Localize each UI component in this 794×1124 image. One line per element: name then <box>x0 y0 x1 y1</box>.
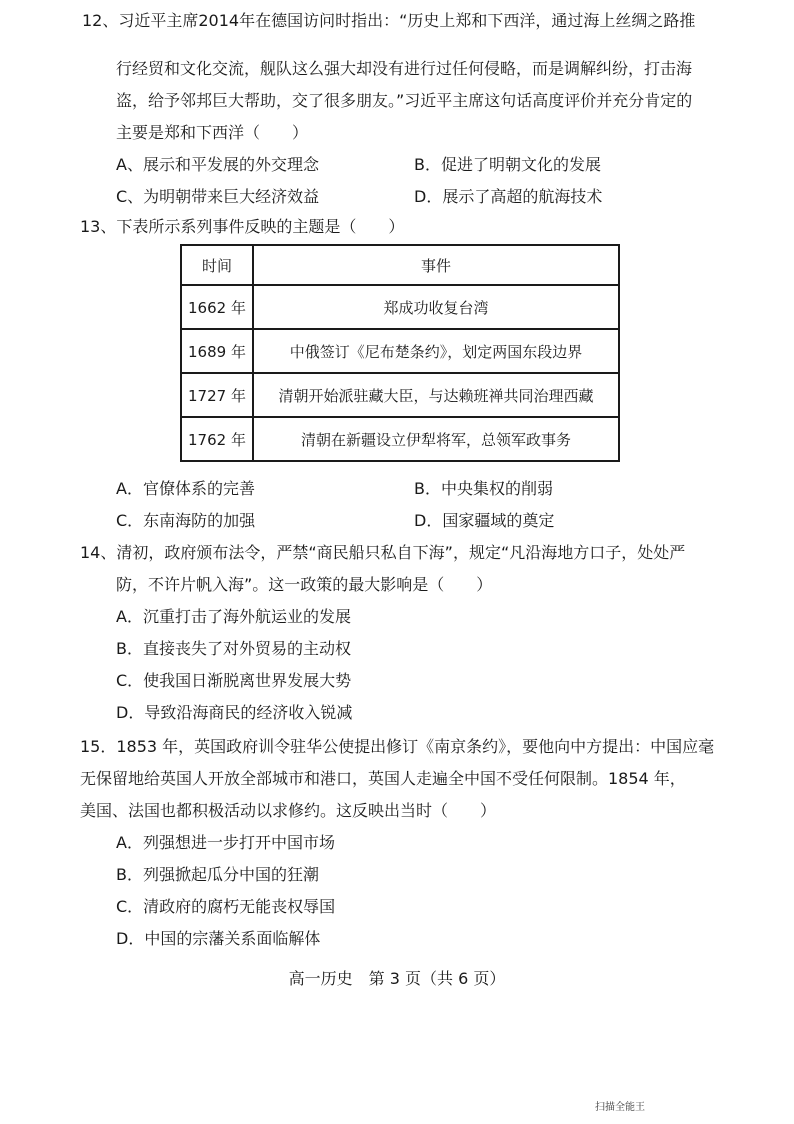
q12-line-2: 盗，给予邻邦巨大帮助，交了很多朋友。”习近平主席这句话高度评价并充分肯定的 <box>116 91 693 110</box>
q14-option-b: B．直接丧失了对外贸易的主动权 <box>116 639 351 658</box>
row-time: 1762 年 <box>181 417 253 461</box>
q12-option-c: C、为明朝带来巨大经济效益 <box>116 187 320 206</box>
events-table <box>180 244 620 462</box>
q13-option-b: B．中央集权的削弱 <box>414 479 553 498</box>
row-event: 清朝开始派驻藏大臣，与达赖班禅共同治理西藏 <box>253 373 619 417</box>
table-row <box>181 373 619 417</box>
q13-stem: 13、下表所示系列事件反映的主题是（ ） <box>80 217 405 236</box>
scanner-watermark: 扫描全能王 <box>595 1102 645 1113</box>
q12-cutoff-line <box>82 11 722 50</box>
header-time: 时间 <box>181 245 253 285</box>
row-time: 1727 年 <box>181 373 253 417</box>
row-time: 1689 年 <box>181 329 253 373</box>
q15-line-1: 15．1853 年，英国政府训令驻华公使提出修订《南京条约》，要他向中方提出：中国应毫 <box>80 737 715 756</box>
q14-option-a: A．沉重打击了海外航运业的发展 <box>116 607 351 626</box>
q12-option-b: B．促进了明朝文化的发展 <box>414 155 601 174</box>
q12-line-1: 行经贸和文化交流，舰队这么强大却没有进行过任何侵略，而是调解纠纷，打击海 <box>116 59 693 78</box>
q15-option-d: D．中国的宗藩关系面临解体 <box>116 929 321 948</box>
header-event: 事件 <box>253 245 619 285</box>
q15-option-a: A．列强想进一步打开中国市场 <box>116 833 335 852</box>
q14-line-1: 14、清初，政府颁布法令，严禁“商民船只私自下海”，规定“凡沿海地方口子，处处严 <box>80 543 686 562</box>
table-row <box>181 285 619 329</box>
q15-line-3: 美国、法国也都积极活动以求修约。这反映出当时（ ） <box>80 801 497 820</box>
q15-option-b: B．列强掀起瓜分中国的狂潮 <box>116 865 319 884</box>
q14-option-d: D．导致沿海商民的经济收入锐减 <box>116 703 353 722</box>
row-event: 中俄签订《尼布楚条约》，划定两国东段边界 <box>253 329 619 373</box>
q13-option-c: C．东南海防的加强 <box>116 511 256 530</box>
page-footer: 高一历史 第 3 页（共 6 页） <box>288 969 506 988</box>
q13-option-d: D．国家疆域的奠定 <box>414 511 555 530</box>
q12-line-0: 12、习近平主席2014年在德国访问时指出：“历史上郑和下西洋，通过海上丝绸之路推 <box>82 11 696 30</box>
q12-line-3: 主要是郑和下西洋（ ） <box>116 123 309 142</box>
q14-line-2: 防，不许片帆入海”。这一政策的最大影响是（ ） <box>116 575 493 594</box>
q15-option-c: C．清政府的腐朽无能丧权辱国 <box>116 897 336 916</box>
table-header-row <box>181 245 619 285</box>
q12-option-a: A、展示和平发展的外交理念 <box>116 155 319 174</box>
row-event: 清朝在新疆设立伊犁将军，总领军政事务 <box>253 417 619 461</box>
table-row <box>181 417 619 461</box>
table-row <box>181 329 619 373</box>
q15-line-2: 无保留地给英国人开放全部城市和港口，英国人走遍全中国不受任何限制。1854 年， <box>80 769 686 788</box>
q13-option-a: A．官僚体系的完善 <box>116 479 255 498</box>
row-event: 郑成功收复台湾 <box>253 285 619 329</box>
row-time: 1662 年 <box>181 285 253 329</box>
q12-option-d: D．展示了高超的航海技术 <box>414 187 603 206</box>
q14-option-c: C．使我国日渐脱离世界发展大势 <box>116 671 352 690</box>
